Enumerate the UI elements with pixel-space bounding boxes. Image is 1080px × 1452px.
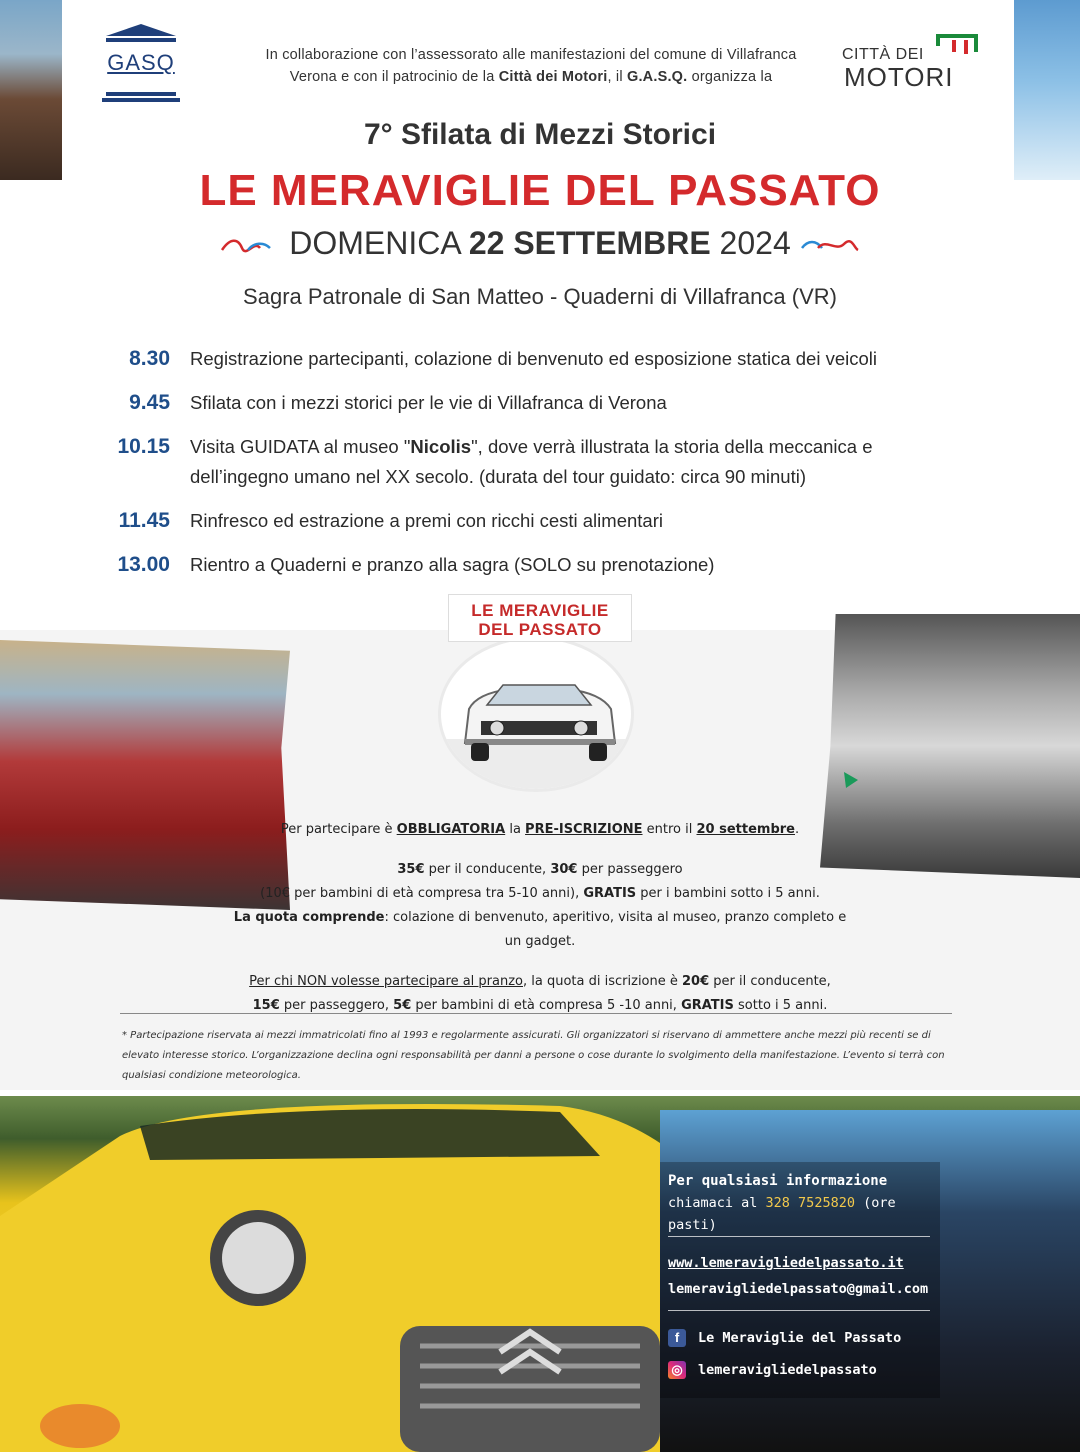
schedule-time: 13.00 [117, 553, 170, 576]
schedule-time: 9.45 [129, 391, 170, 414]
phone-number[interactable]: 328 7525820 [765, 1195, 855, 1211]
footnote: * Partecipazione riservata ai mezzi immatricolati fino al 1993 e regolarmente assicurati. Gli organizzatori si riservano di ammettere anche mezzi più recenti se di elevato interesse storico. L’organizzazione declina ogni responsabilità per danni a persone o cose durante lo svolgimento della manifestazione. L’evento si terrà con qualsiasi condizione meteorologica. [122, 1030, 945, 1081]
schedule-time: 10.15 [117, 435, 170, 458]
medallion-label: LE MERAVIGLIE DEL PASSATO [448, 594, 632, 642]
contact-divider [668, 1310, 930, 1311]
ribbon-right-icon [800, 236, 860, 256]
white-car-image [438, 636, 634, 792]
collab-line-1: In collaborazione con l’assessorato alle manifestazioni del comune di Villafranca [265, 47, 797, 63]
info-line-1: Per partecipare è OBBLIGATORIA la PRE-ISCRIZIONE entro il 20 settembre. [280, 822, 800, 837]
schedule-text: Sfilata con i mezzi storici per le vie di Villafranca di Verona [190, 392, 667, 413]
instagram-link[interactable]: ◎ lemeravigliedelpassato [668, 1356, 928, 1384]
schedule-row [104, 344, 964, 374]
schedule-time: 11.45 [118, 509, 170, 532]
gasq-logo [100, 24, 182, 104]
info-line-3: (10€ per bambini di età compresa tra 5-10 anni), GRATIS per i bambini sotto i 5 anni. [260, 886, 820, 901]
info-line-5: Per chi NON volesse partecipare al pranzo, la quota di iscrizione è 20€ per il conducente, [249, 974, 831, 989]
schedule-text: Visita GUIDATA al museo "Nicolis", dove verrà illustrata la storia della meccanica e dell’ingegno umano nel XX secolo. (durata del tour guidato: circa 90 minuti) [190, 436, 873, 487]
confetti-piece [844, 772, 858, 788]
event-subtitle: 7° Sfilata di Mezzi Storici [363, 118, 717, 151]
info-line-6: 15€ per passeggero, 5€ per bambini di età compresa 5 -10 anni, GRATIS sotto i 5 anni. [252, 998, 828, 1013]
sky-photo-right [1014, 0, 1080, 180]
info-spacer [230, 954, 850, 970]
registration-info [230, 818, 850, 1018]
facebook-link[interactable]: f Le Meraviglie del Passato [668, 1324, 928, 1352]
event-title: LE MERAVIGLIE DEL PASSATO [199, 166, 881, 215]
info-line-2: 35€ per il conducente, 30€ per passeggero [397, 862, 683, 877]
contact-phone-line: chiamaci al 328 7525820 (ore pasti) [668, 1195, 896, 1233]
castle-photo-left [0, 0, 62, 180]
schedule-text: Rientro a Quaderni e pranzo alla sagra (SOLO su prenotazione) [190, 554, 715, 575]
facebook-icon: f [668, 1329, 686, 1347]
footnote-divider [120, 1013, 952, 1014]
cdm-small-text: CITTÀ DEI [842, 46, 924, 63]
contact-title: Per qualsiasi informazione [668, 1173, 888, 1189]
ribbon-left-icon [220, 236, 280, 256]
contact-info [668, 1170, 928, 1390]
contact-divider [668, 1236, 930, 1237]
event-date: DOMENICA 22 SETTEMBRE 2024 [0, 225, 1080, 262]
cdm-big-text: MOTORI [844, 62, 954, 92]
instagram-icon: ◎ [668, 1361, 686, 1379]
info-line-4: La quota comprende: colazione di benvenuto, aperitivo, visita al museo, pranzo completo e un gadget. [233, 910, 847, 949]
collab-line-2: Verona e con il patrocinio de la Città dei Motori, il G.A.S.Q. organizza la [289, 69, 773, 85]
schedule-time: 8.30 [129, 347, 170, 370]
event-medallion [434, 594, 646, 794]
website-link[interactable]: www.lemeravigliedelpassato.it [668, 1255, 904, 1271]
schedule-text: Registrazione partecipanti, colazione di benvenuto ed esposizione statica dei veicoli [190, 348, 877, 369]
gasq-logo-text: GASQ [107, 50, 175, 75]
citta-dei-motori-logo [842, 32, 982, 92]
event-location: Sagra Patronale di San Matteo - Quaderni di Villafranca (VR) [243, 284, 837, 309]
info-spacer [230, 842, 850, 858]
email-link[interactable]: lemeravigliedelpassato@gmail.com [668, 1281, 929, 1297]
schedule-text: Rinfresco ed estrazione a premi con ricchi cesti alimentari [190, 510, 663, 531]
collaboration-text [236, 44, 826, 88]
